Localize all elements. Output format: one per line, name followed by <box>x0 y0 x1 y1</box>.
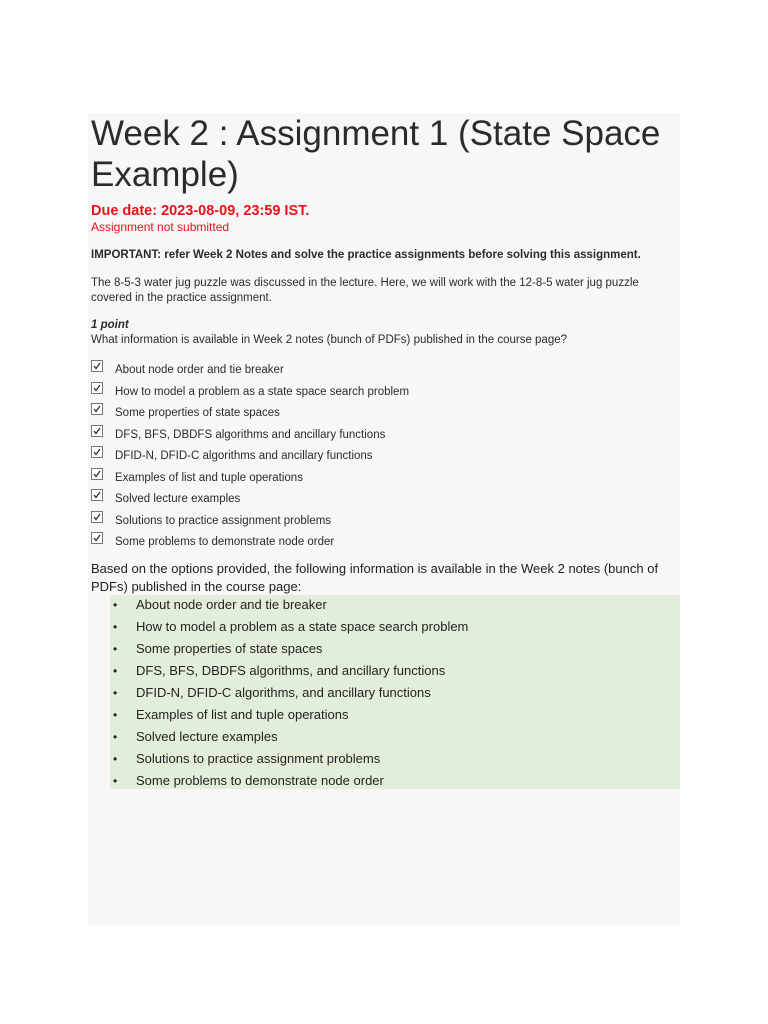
checked-checkbox[interactable] <box>91 382 103 394</box>
checkmark-icon <box>93 513 101 521</box>
checked-checkbox[interactable] <box>91 468 103 480</box>
checked-checkbox[interactable] <box>91 511 103 523</box>
checked-checkbox[interactable] <box>91 446 103 458</box>
checkmark-icon <box>93 427 101 435</box>
bullet-icon: • <box>113 664 118 678</box>
answer-text: About node order and tie breaker <box>136 597 327 612</box>
bullet-icon: • <box>113 620 118 634</box>
question-text: What information is available in Week 2 notes (bunch of PDFs) published in the course page? <box>91 334 568 346</box>
checkmark-icon <box>93 448 101 456</box>
option-label: Some problems to demonstrate node order <box>115 536 335 548</box>
question-points: 1 point <box>91 319 129 331</box>
checked-checkbox[interactable] <box>91 532 103 544</box>
option-label: Solutions to practice assignment problems <box>115 514 332 527</box>
checked-checkbox[interactable] <box>91 489 103 501</box>
bullet-icon: • <box>113 774 118 788</box>
option-label: Solved lecture examples <box>115 493 241 505</box>
checkmark-icon <box>93 405 101 413</box>
bullet-icon: • <box>113 730 118 744</box>
answer-text: Solutions to practice assignment problems <box>136 751 381 766</box>
checkmark-icon <box>93 384 101 392</box>
checkmark-icon <box>93 470 101 478</box>
checked-checkbox[interactable] <box>91 425 103 437</box>
bullet-icon: • <box>113 686 118 700</box>
answer-text: DFS, BFS, DBDFS algorithms, and ancillary functions <box>136 663 446 678</box>
important-note: IMPORTANT: refer Week 2 Notes and solve the practice assignments before solving this assignment. <box>91 249 641 261</box>
due-date: Due date: 2023-08-09, 23:59 IST. <box>91 203 310 219</box>
answer-text: Some problems to demonstrate node order <box>136 773 384 788</box>
option-label: How to model a problem as a state space search problem <box>115 385 410 398</box>
submission-status: Assignment not submitted <box>91 220 230 234</box>
option-label: About node order and tie breaker <box>115 364 284 376</box>
answer-text: How to model a problem as a state space search problem <box>136 619 469 634</box>
option-label: Examples of list and tuple operations <box>115 471 303 484</box>
checked-checkbox[interactable] <box>91 360 103 372</box>
checkmark-icon <box>93 362 101 370</box>
page-title: Week 2 : Assignment 1 (State Space Example) <box>91 114 661 194</box>
checkmark-icon <box>93 534 101 542</box>
option-label: DFS, BFS, DBDFS algorithms and ancillary functions <box>115 428 386 441</box>
answer-text: Examples of list and tuple operations <box>136 707 349 722</box>
answer-text: DFID-N, DFID-C algorithms, and ancillary functions <box>136 685 431 700</box>
answer-text: Some properties of state spaces <box>136 641 323 656</box>
bullet-icon: • <box>113 642 118 656</box>
bullet-icon: • <box>113 752 118 766</box>
option-label: Some properties of state spaces <box>115 407 280 419</box>
bullet-icon: • <box>113 708 118 722</box>
checkmark-icon <box>93 491 101 499</box>
intro-text: The 8-5-3 water jug puzzle was discussed in the lecture. Here, we will work with the 12-8-5 water jug puzzle covered in the practice assignment. <box>91 277 639 304</box>
answer-lead: Based on the options provided, the following information is available in the Week 2 notes (bunch of PDFs) published in the course page: <box>91 561 659 594</box>
option-label: DFID-N, DFID-C algorithms and ancillary functions <box>115 450 373 462</box>
bullet-icon: • <box>113 598 118 612</box>
checked-checkbox[interactable] <box>91 403 103 415</box>
answer-text: Solved lecture examples <box>136 729 278 744</box>
